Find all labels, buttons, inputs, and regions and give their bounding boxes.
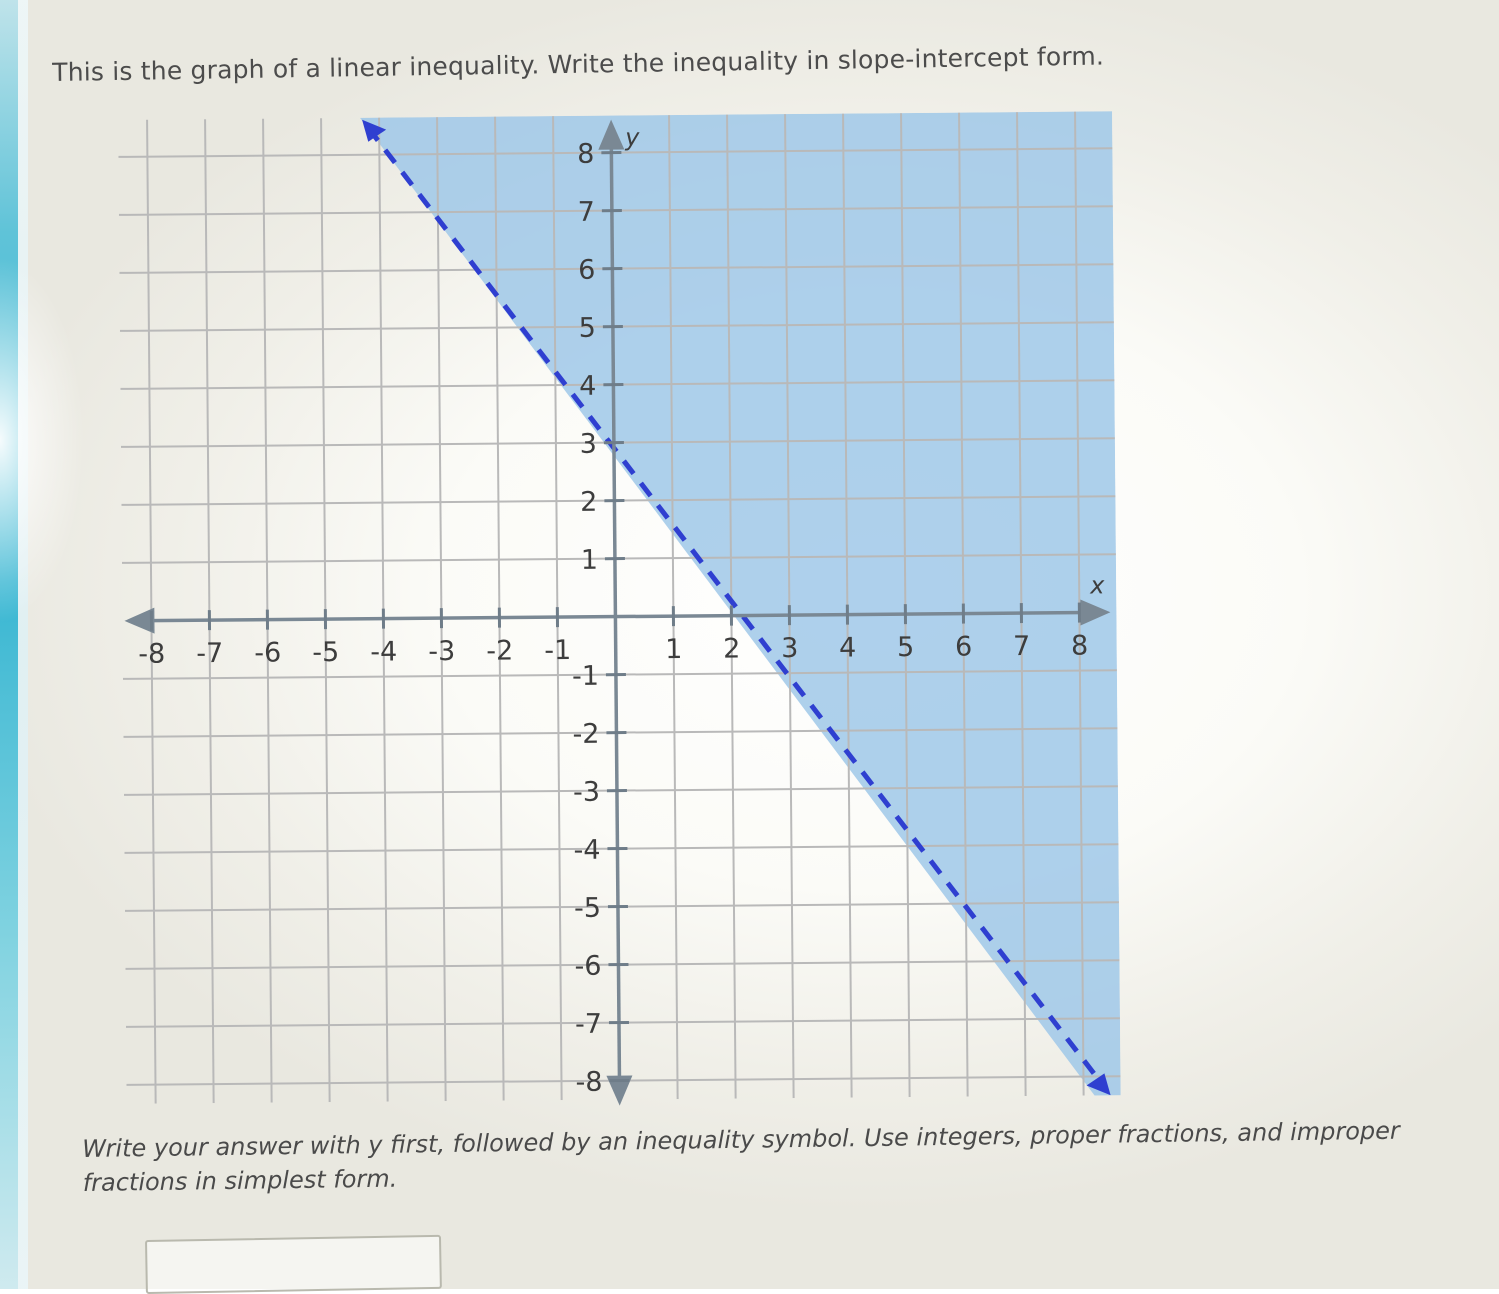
x-tick-label: 3 <box>781 633 798 664</box>
y-axis-label: y <box>624 123 640 151</box>
y-tick-label: -3 <box>573 777 600 808</box>
y-tick-label: -6 <box>574 951 601 982</box>
y-tick-label: -4 <box>573 835 600 866</box>
x-tick-label: -3 <box>428 636 455 667</box>
x-axis-label: x <box>1089 571 1105 599</box>
x-tick-label: -4 <box>370 637 397 668</box>
y-tick-label: 3 <box>580 429 597 460</box>
y-tick-label: 5 <box>579 313 596 344</box>
screen-left-edge-inner <box>18 0 28 1289</box>
y-tick-label: -7 <box>575 1009 602 1040</box>
x-tick-label: -1 <box>544 635 571 666</box>
x-tick-label: 2 <box>723 634 740 665</box>
shaded-region-fill <box>360 111 1121 1102</box>
answer-input[interactable] <box>145 1235 442 1294</box>
x-tick-label: 7 <box>1013 631 1030 662</box>
x-tick-label: 8 <box>1071 630 1088 661</box>
y-tick-label: 4 <box>579 371 596 402</box>
page-title: This is the graph of a linear inequality. Write the inequality in slope-intercept form. <box>52 36 1432 87</box>
answer-instructions: Write your answer with y first, followed by an inequality symbol. Use integers, proper fractions, and improper fractions in simplest form. <box>82 1113 1443 1200</box>
y-tick-label: 7 <box>578 197 595 228</box>
x-tick-label: -6 <box>254 638 281 669</box>
y-tick-label: 6 <box>578 255 595 286</box>
y-tick-label: -2 <box>572 719 599 750</box>
coordinate-graph <box>110 103 1129 1112</box>
y-tick-label: -1 <box>572 661 599 692</box>
x-tick-label: 4 <box>839 633 856 664</box>
x-tick-label: 5 <box>897 632 914 663</box>
x-tick-label: -2 <box>486 636 513 667</box>
y-tick-label: -5 <box>574 893 601 924</box>
x-tick-label: -5 <box>312 637 339 668</box>
screen-left-edge <box>0 0 18 1289</box>
x-tick-label: 6 <box>955 631 972 662</box>
graph-svg <box>110 103 1129 1112</box>
x-tick-label: 1 <box>665 634 682 665</box>
y-tick-label: 1 <box>581 545 598 576</box>
y-tick-label: 8 <box>577 139 594 170</box>
y-tick-label: -8 <box>575 1067 602 1098</box>
y-tick-label: 2 <box>580 487 597 518</box>
x-tick-label: -8 <box>138 639 165 670</box>
x-tick-label: -7 <box>196 638 223 669</box>
